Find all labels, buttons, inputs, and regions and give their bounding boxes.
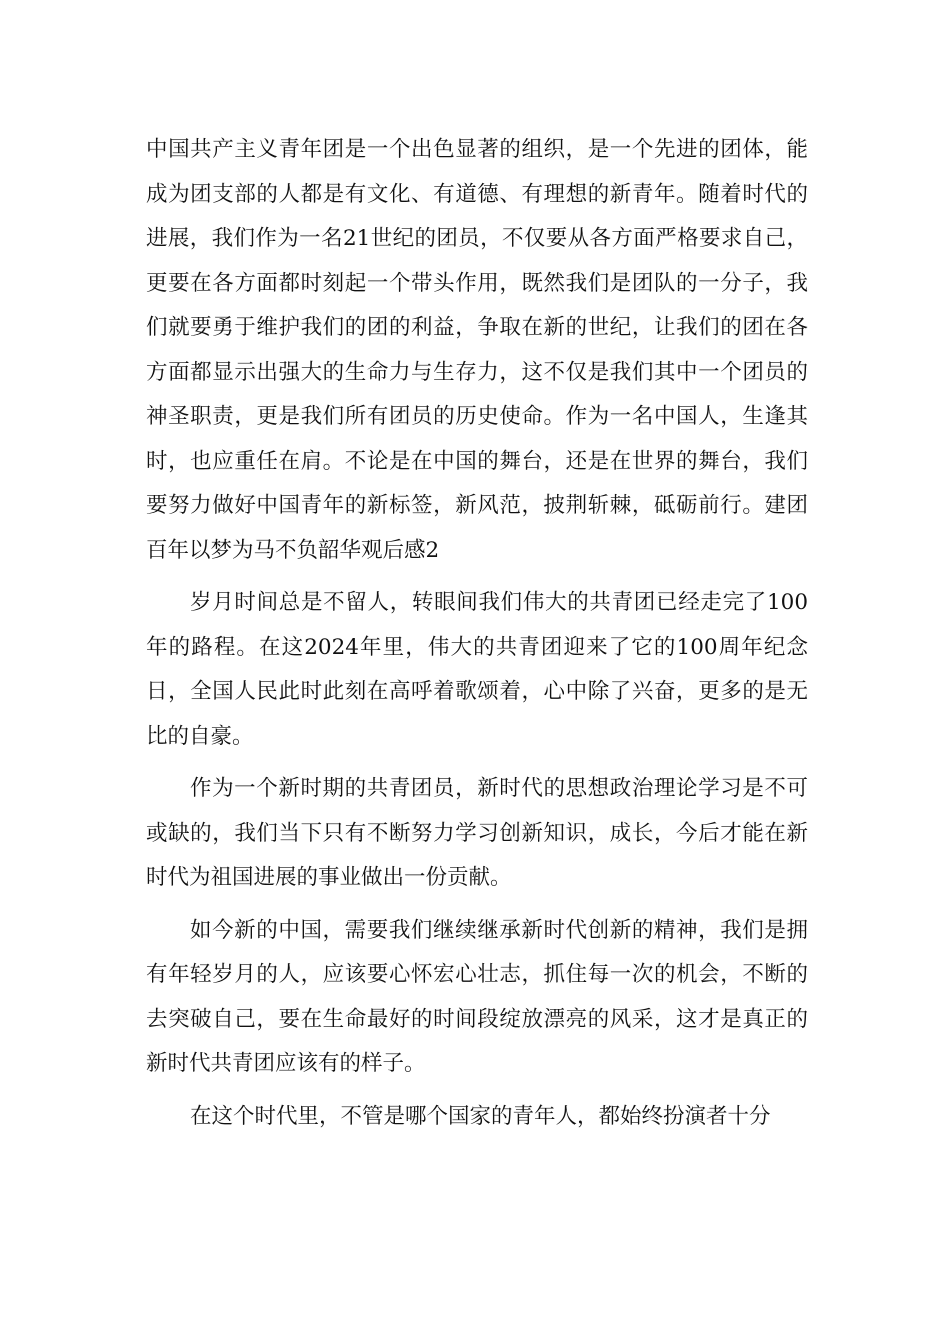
paragraph-1: 中国共产主义青年团是一个出色显著的组织，是一个先进的团体，能成为团支部的人都是有文化、有道德、有理想的新青年。随着时代的进展，我们作为一名21世纪的团员，不仅要从各方面严格要求自己，更要在各方面都时刻起一个带头作用，既然我们是团队的一分子，我们就要勇于维护我们的团的利益，争取在新的世纪，让我们的团在各方面都显示出强大的生命力与生存力，这不仅是我们其中一个团员的神圣职责，更是我们所有团员的历史使命。作为一名中国人，生逢其时，也应重任在肩。不论是在中国的舞台，还是在世界的舞台，我们要努力做好中国青年的新标签，新风范，披荆斩棘，砥砺前行。建团百年以梦为马不负韶华观后感2: [146, 137, 808, 563]
paragraph-3: 作为一个新时期的共青团员，新时代的思想政治理论学习是不可或缺的，我们当下只有不断努力学习创新知识，成长，今后才能在新时代为祖国进展的事业做出一份贡献。: [146, 776, 808, 890]
document-body: [146, 128, 808, 1147]
paragraph-4: 如今新的中国，需要我们继续继承新时代创新的精神，我们是拥有年轻岁月的人，应该要心怀宏心壮志，抓住每一次的机会，不断的去突破自己，要在生命最好的时间段绽放漂亮的风采，这才是真正的新时代共青团应该有的样子。: [146, 917, 808, 1076]
paragraph-5: 在这个时代里，不管是哪个国家的青年人，都始终扮演者十分: [190, 1103, 771, 1129]
paragraph-2: 岁月时间总是不留人，转眼间我们伟大的共青团已经走完了100年的路程。在这2024年里，伟大的共青团迎来了它的100周年纪念日，全国人民此时此刻在高呼着歌颂着，心中除了兴奋，更多的是无比的自豪。: [146, 590, 808, 749]
